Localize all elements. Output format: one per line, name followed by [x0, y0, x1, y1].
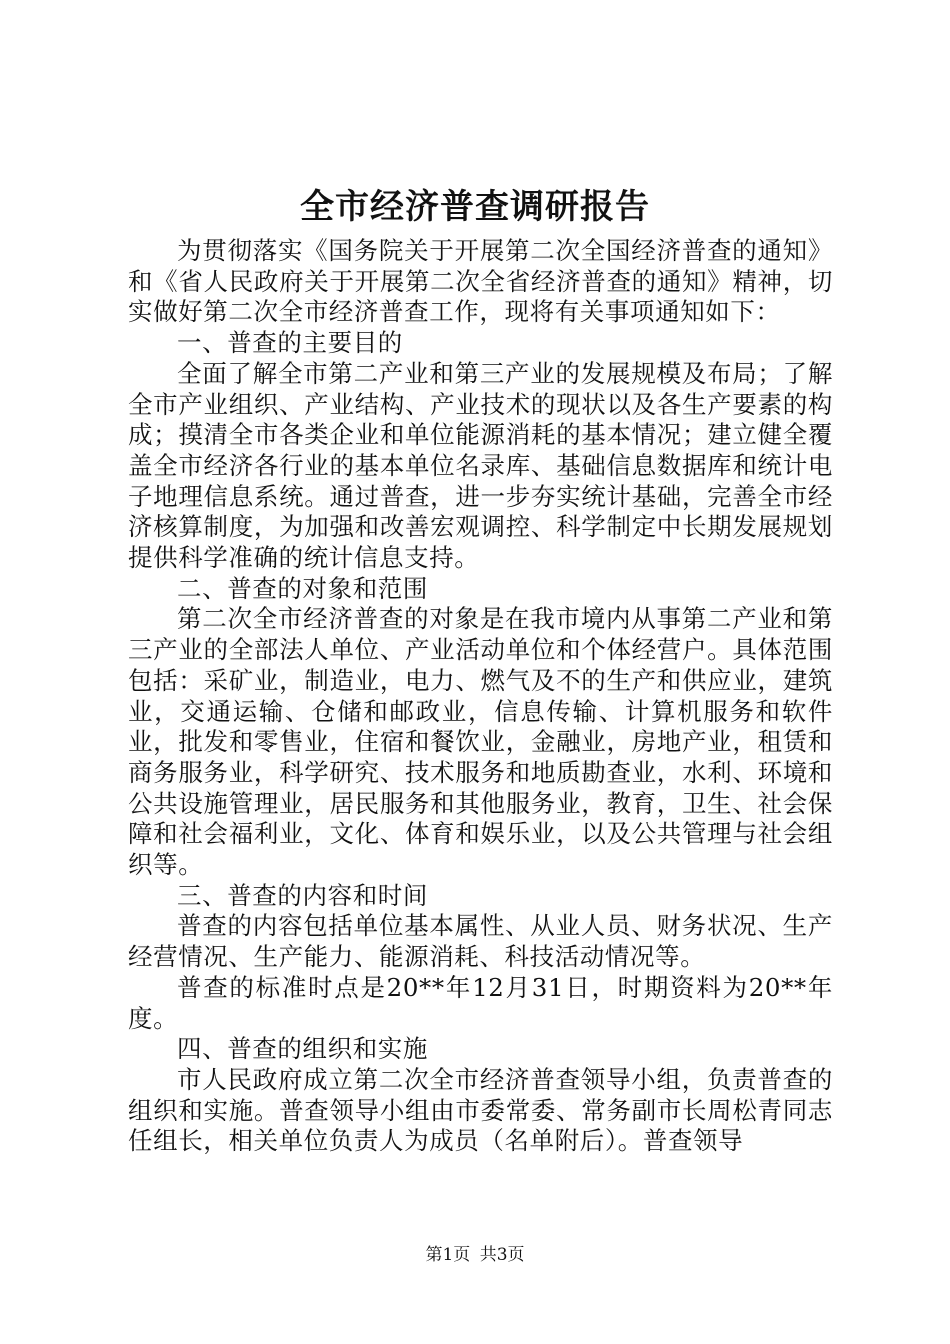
section-heading-3: 三、普查的内容和时间: [177, 880, 428, 910]
section-paragraph-3b: 普查的标准时点是20**年12月31日，时期资料为20**年度。: [128, 972, 833, 1033]
section-heading-2: 二、普查的对象和范围: [177, 573, 428, 603]
document-title: 全市经济普查调研报告: [300, 187, 650, 227]
intro-paragraph: 为贯彻落实《国务院关于开展第二次全国经济普查的通知》和《省人民政府关于开展第二次全省经济普查的通知》精神，切实做好第二次全市经济普查工作，现将有关事项通知如下：: [128, 236, 833, 327]
section-paragraph-2: 第二次全市经济普查的对象是在我市境内从事第二产业和第三产业的全部法人单位、产业活动单位和个体经营户。具体范围包括：采矿业，制造业，电力、燃气及不的生产和供应业，建筑业，交通运输、仓储和邮政业，信息传输、计算机服务和软件业，批发和零售业，住宿和餐饮业，金融业，房地产业，租赁和商务服务业，科学研究、技术服务和地质勘查业，水利、环境和公共设施管理业，居民服务和其他服务业，教育，卫生、社会保障和社会福利业，文化、体育和娱乐业，以及公共管理与社会组织等。: [128, 604, 833, 880]
section-heading-1: 一、普查的主要目的: [177, 328, 403, 358]
section-paragraph-1: 全面了解全市第二产业和第三产业的发展规模及布局；了解全市产业组织、产业结构、产业技术的现状以及各生产要素的构成；摸清全市各类企业和单位能源消耗的基本情况；建立健全覆盖全市经济各行业的基本单位名录库、基础信息数据库和统计电子地理信息系统。通过普查，进一步夯实统计基础，完善全市经济核算制度，为加强和改善宏观调控、科学制定中长期发展规划提供科学准确的统计信息支持。: [128, 358, 833, 573]
page-footer: [0, 1243, 950, 1267]
section-paragraph-4: 市人民政府成立第二次全市经济普查领导小组，负责普查的组织和实施。普查领导小组由市委常委、常务副市长周松青同志任组长，相关单位负责人为成员（名单附后）。普查领导: [128, 1064, 833, 1156]
document-body: [128, 236, 833, 1157]
section-paragraph-3a: 普查的内容包括单位基本属性、从业人员、财务状况、生产经营情况、生产能力、能源消耗、科技活动情况等。: [128, 911, 833, 972]
page-number: 第1页: [425, 1245, 471, 1265]
section-heading-4: 四、普查的组织和实施: [177, 1034, 428, 1064]
page-total: 共3页: [479, 1245, 525, 1265]
